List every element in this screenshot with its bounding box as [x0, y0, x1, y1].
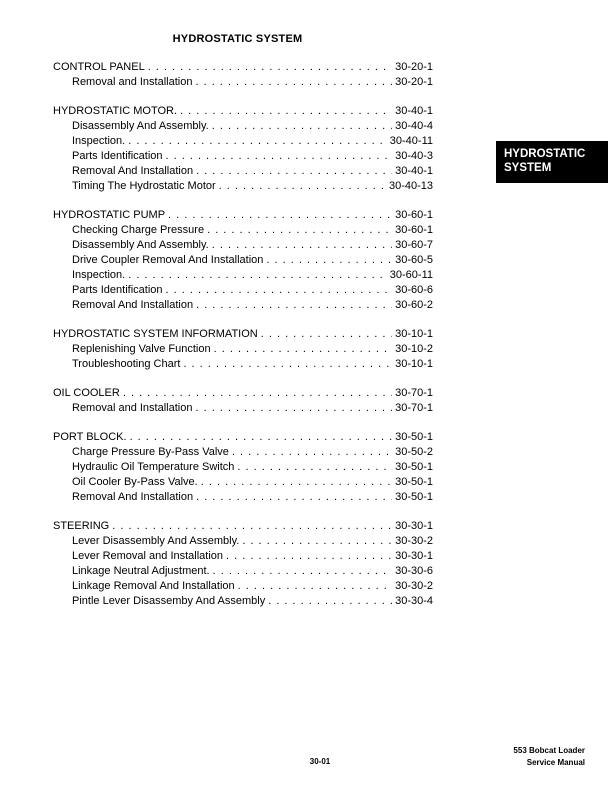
toc-heading-label: CONTROL PANEL: [53, 61, 145, 73]
toc-heading[interactable]: [53, 519, 433, 534]
toc-entry-label: Disassembly And Assembly.: [72, 239, 209, 251]
dot-leader: [201, 475, 392, 490]
toc-entry[interactable]: [53, 283, 433, 298]
toc-entry[interactable]: [53, 134, 433, 149]
toc-entry[interactable]: [53, 253, 433, 268]
toc-entry[interactable]: [53, 298, 433, 313]
toc-entry[interactable]: [53, 164, 433, 179]
dot-leader: [237, 460, 392, 475]
dot-leader: [112, 519, 392, 534]
toc-entry-page-number: 30-50-1: [395, 491, 433, 503]
toc-heading-page-number: 30-20-1: [395, 61, 433, 73]
toc-entry-label: Lever Disassembly And Assembly.: [72, 535, 240, 547]
toc-entry-page-number: 30-60-11: [389, 269, 433, 281]
toc-heading-page-number: 30-30-1: [395, 520, 433, 532]
toc-entry[interactable]: [53, 594, 433, 609]
toc-entry[interactable]: [53, 460, 433, 475]
toc-entry[interactable]: [53, 357, 433, 372]
toc-entry-page-number: 30-40-13: [388, 180, 433, 192]
toc-entry-page-number: 30-50-2: [395, 446, 433, 458]
footer-manual-line1: 553 Bobcat Loader: [513, 746, 585, 755]
dot-leader: [196, 298, 392, 313]
dot-leader: [128, 268, 387, 283]
toc-section: [53, 519, 433, 609]
toc-heading-page-number: 30-10-1: [395, 328, 433, 340]
dot-leader: [232, 445, 392, 460]
dot-leader: [212, 238, 392, 253]
toc-heading-label: OIL COOLER: [53, 387, 120, 399]
toc-entry-label: Disassembly And Assembly.: [72, 120, 209, 132]
dot-leader: [148, 60, 392, 75]
toc-entry-label: Replenishing Valve Function: [72, 343, 211, 355]
dot-leader: [183, 357, 392, 372]
table-of-contents: [53, 60, 433, 623]
section-tab[interactable]: [496, 141, 608, 183]
toc-entry-label: Removal And Installation: [72, 491, 194, 503]
toc-entry[interactable]: [53, 75, 433, 90]
toc-entry[interactable]: [53, 534, 433, 549]
toc-entry-page-number: 30-10-1: [395, 358, 433, 370]
section-tab-line1: HYDROSTATIC: [504, 148, 586, 160]
dot-leader: [180, 104, 392, 119]
toc-section: [53, 327, 433, 372]
toc-entry-label: Parts Identification: [72, 284, 163, 296]
toc-section: [53, 430, 433, 505]
dot-leader: [266, 253, 392, 268]
toc-heading[interactable]: [53, 327, 433, 342]
dot-leader: [196, 164, 392, 179]
toc-heading[interactable]: [53, 208, 433, 223]
toc-entry-label: Hydraulic Oil Temperature Switch: [72, 461, 235, 473]
footer-page-number: 30-01: [309, 757, 331, 766]
toc-entry[interactable]: [53, 490, 433, 505]
toc-entry-label: Checking Charge Pressure: [72, 224, 205, 236]
toc-entry-label: Oil Cooler By-Pass Valve.: [72, 476, 198, 488]
toc-entry[interactable]: [53, 268, 433, 283]
toc-entry-page-number: 30-40-3: [395, 150, 433, 162]
dot-leader: [268, 594, 392, 609]
toc-entry[interactable]: [53, 223, 433, 238]
toc-entry[interactable]: [53, 342, 433, 357]
page-title: HYDROSTATIC SYSTEM: [172, 33, 303, 45]
dot-leader: [238, 579, 392, 594]
toc-section: [53, 386, 433, 416]
toc-entry-page-number: 30-60-2: [395, 299, 433, 311]
toc-entry-label: Charge Pressure By-Pass Valve: [72, 446, 229, 458]
toc-section: [53, 104, 433, 194]
toc-entry-page-number: 30-40-1: [395, 165, 433, 177]
footer-manual-line2: Service Manual: [526, 758, 585, 767]
toc-heading-page-number: 30-70-1: [395, 387, 433, 399]
toc-entry-page-number: 30-30-2: [395, 535, 433, 547]
toc-entry-label: Lever Removal and Installation: [72, 550, 224, 562]
toc-entry-page-number: 30-30-1: [395, 550, 433, 562]
toc-entry-label: Inspection.: [72, 135, 126, 147]
toc-entry-page-number: 30-40-4: [395, 120, 433, 132]
toc-entry[interactable]: [53, 564, 433, 579]
toc-heading[interactable]: [53, 104, 433, 119]
dot-leader: [195, 75, 392, 90]
toc-entry-label: Removal and Installation: [72, 76, 193, 88]
dot-leader: [130, 430, 393, 445]
toc-entry[interactable]: [53, 401, 433, 416]
toc-entry-page-number: 30-30-2: [395, 580, 433, 592]
toc-entry-page-number: 30-50-1: [395, 476, 433, 488]
dot-leader: [214, 342, 392, 357]
toc-entry[interactable]: [53, 579, 433, 594]
toc-entry[interactable]: [53, 549, 433, 564]
toc-entry-page-number: 30-10-2: [395, 343, 433, 355]
dot-leader: [128, 134, 387, 149]
toc-heading-page-number: 30-60-1: [395, 209, 433, 221]
dot-leader: [213, 564, 392, 579]
dot-leader: [212, 119, 392, 134]
toc-entry-page-number: 30-40-11: [389, 135, 433, 147]
toc-heading[interactable]: [53, 60, 433, 75]
dot-leader: [168, 208, 392, 223]
dot-leader: [261, 327, 392, 342]
dot-leader: [166, 283, 393, 298]
dot-leader: [166, 149, 393, 164]
toc-heading-label: HYDROSTATIC PUMP: [53, 209, 166, 221]
toc-heading-page-number: 30-40-1: [395, 105, 433, 117]
toc-entry-page-number: 30-60-5: [395, 254, 433, 266]
toc-entry[interactable]: [53, 179, 433, 194]
toc-heading-label: HYDROSTATIC SYSTEM INFORMATION: [53, 328, 258, 340]
dot-leader: [242, 534, 392, 549]
toc-entry-page-number: 30-50-1: [395, 461, 433, 473]
toc-entry-label: Removal And Installation: [72, 165, 194, 177]
toc-entry-page-number: 30-60-1: [395, 224, 433, 236]
toc-heading[interactable]: [53, 386, 433, 401]
toc-entry-page-number: 30-30-4: [395, 595, 433, 607]
toc-entry[interactable]: [53, 149, 433, 164]
toc-entry[interactable]: [53, 445, 433, 460]
toc-entry-label: Removal and Installation: [72, 402, 193, 414]
toc-entry-label: Timing The Hydrostatic Motor: [72, 180, 216, 192]
toc-entry-label: Drive Coupler Removal And Installation: [72, 254, 264, 266]
toc-entry-label: Inspection.: [72, 269, 126, 281]
dot-leader: [226, 549, 392, 564]
section-tab-line2: SYSTEM: [504, 162, 552, 174]
dot-leader: [207, 223, 392, 238]
toc-entry-label: Removal And Installation: [72, 299, 194, 311]
toc-heading[interactable]: [53, 430, 433, 445]
footer-manual-title: [513, 745, 585, 769]
toc-heading-label: STEERING: [53, 520, 110, 532]
toc-entry-label: Troubleshooting Chart: [72, 358, 181, 370]
toc-section: [53, 208, 433, 313]
toc-entry[interactable]: [53, 475, 433, 490]
toc-section: [53, 60, 433, 90]
toc-entry[interactable]: [53, 238, 433, 253]
toc-heading-label: PORT BLOCK.: [53, 431, 127, 443]
toc-entry-page-number: 30-30-6: [395, 565, 433, 577]
toc-heading-label: HYDROSTATIC MOTOR.: [53, 105, 178, 117]
toc-entry-label: Parts Identification: [72, 150, 163, 162]
toc-entry-page-number: 30-60-6: [395, 284, 433, 296]
toc-entry-label: Linkage Removal And Installation: [72, 580, 235, 592]
toc-heading-page-number: 30-50-1: [395, 431, 433, 443]
toc-entry-page-number: 30-20-1: [395, 76, 433, 88]
toc-entry-label: Pintle Lever Disassemby And Assembly: [72, 595, 266, 607]
dot-leader: [123, 386, 392, 401]
dot-leader: [219, 179, 386, 194]
toc-entry-label: Linkage Neutral Adjustment.: [72, 565, 210, 577]
toc-entry[interactable]: [53, 119, 433, 134]
dot-leader: [196, 490, 392, 505]
toc-entry-page-number: 30-70-1: [395, 402, 433, 414]
toc-entry-page-number: 30-60-7: [395, 239, 433, 251]
dot-leader: [195, 401, 392, 416]
